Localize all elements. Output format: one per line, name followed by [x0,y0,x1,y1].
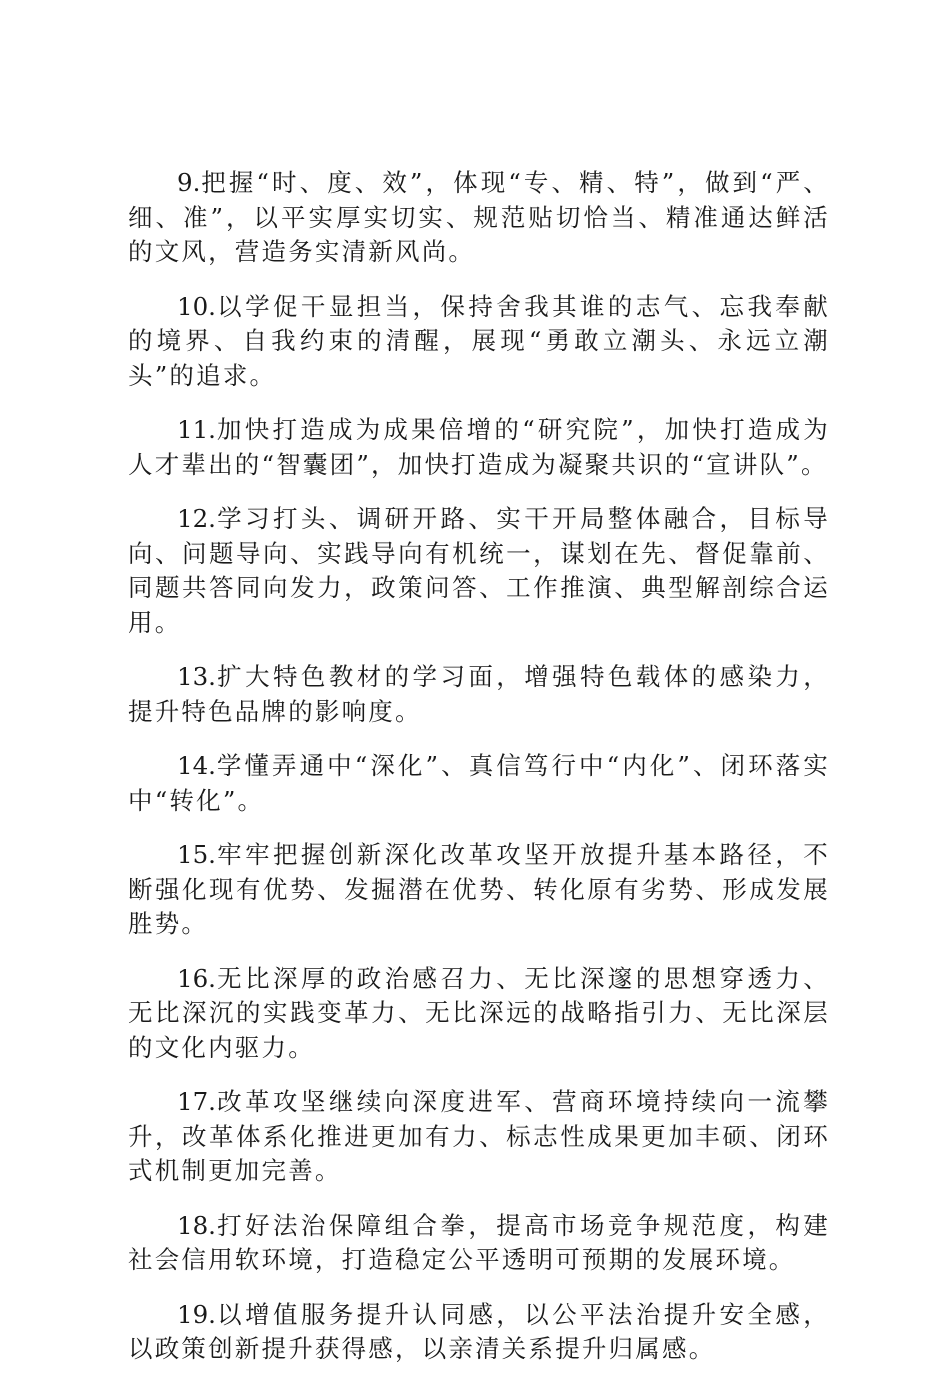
paragraph-text: 牢牢把握创新深化改革攻坚开放提升基本路径，不断强化现有优势、发掘潜在优势、转化原有劣势、形成发展胜势。 [128,840,830,938]
paragraph-17 [128,1085,830,1189]
paragraph-number: 13. [177,662,216,691]
paragraph-number: 9. [177,168,201,197]
paragraph-18 [128,1209,830,1278]
document-body [128,166,830,1387]
paragraph-14 [128,749,830,818]
paragraph-number: 18. [177,1210,216,1240]
paragraph-number: 12. [177,504,216,533]
paragraph-text: 扩大特色教材的学习面，增强特色载体的感染力，提升特色品牌的影响度。 [128,662,830,726]
paragraph-number: 10. [177,291,216,321]
paragraph-text: 加快打造成为成果倍增的“研究院”，加快打造成为人才辈出的“智囊团”，加快打造成为凝聚共识的“宣讲队”。 [128,415,830,479]
paragraph-number: 14. [177,751,216,780]
paragraph-number: 16. [177,963,216,993]
paragraph-12 [128,502,830,640]
paragraph-text: 把握“时、度、效”，体现“专、精、特”，做到“严、细、准”，以平实厚实切实、规范贴切恰当、精准通达鲜活的文风，营造务实清新风尚。 [128,168,830,266]
paragraph-15 [128,838,830,942]
paragraph-text: 无比深厚的政治感召力、无比深邃的思想穿透力、无比深沉的实践变革力、无比深远的战略指引力、无比深层的文化内驱力。 [128,963,830,1062]
paragraph-text: 学懂弄通中“深化”、真信笃行中“内化”、闭环落实中“转化”。 [128,751,830,815]
paragraph-number: 19. [177,1299,216,1329]
paragraph-text: 学习打头、调研开路、实干开局整体融合，目标导向、问题导向、实践导向有机统一，谋划在先、督促靠前、同题共答同向发力，政策问答、工作推演、典型解剖综合运用。 [128,504,830,637]
paragraph-text: 改革攻坚继续向深度进军、营商环境持续向一流攀升，改革体系化推进更加有力、标志性成果更加丰硕、闭环式机制更加完善。 [128,1087,830,1185]
paragraph-13 [128,660,830,729]
paragraph-text: 以学促干显担当，保持舍我其谁的志气、忘我奉献的境界、自我约束的清醒，展现“勇敢立潮头、永远立潮头”的追求。 [128,291,830,390]
paragraph-19 [128,1298,830,1367]
paragraph-number: 17. [177,1087,216,1116]
paragraph-text: 以增值服务提升认同感，以公平法治提升安全感，以政策创新提升获得感，以亲清关系提升归属感。 [128,1299,830,1363]
paragraph-text: 打好法治保障组合拳，提高市场竞争规范度，构建社会信用软环境，打造稳定公平透明可预期的发展环境。 [128,1210,830,1274]
paragraph-11 [128,413,830,482]
paragraph-10 [128,290,830,394]
paragraph-number: 15. [177,840,216,869]
paragraph-9 [128,166,830,270]
paragraph-16 [128,962,830,1066]
paragraph-number: 11. [177,415,216,444]
